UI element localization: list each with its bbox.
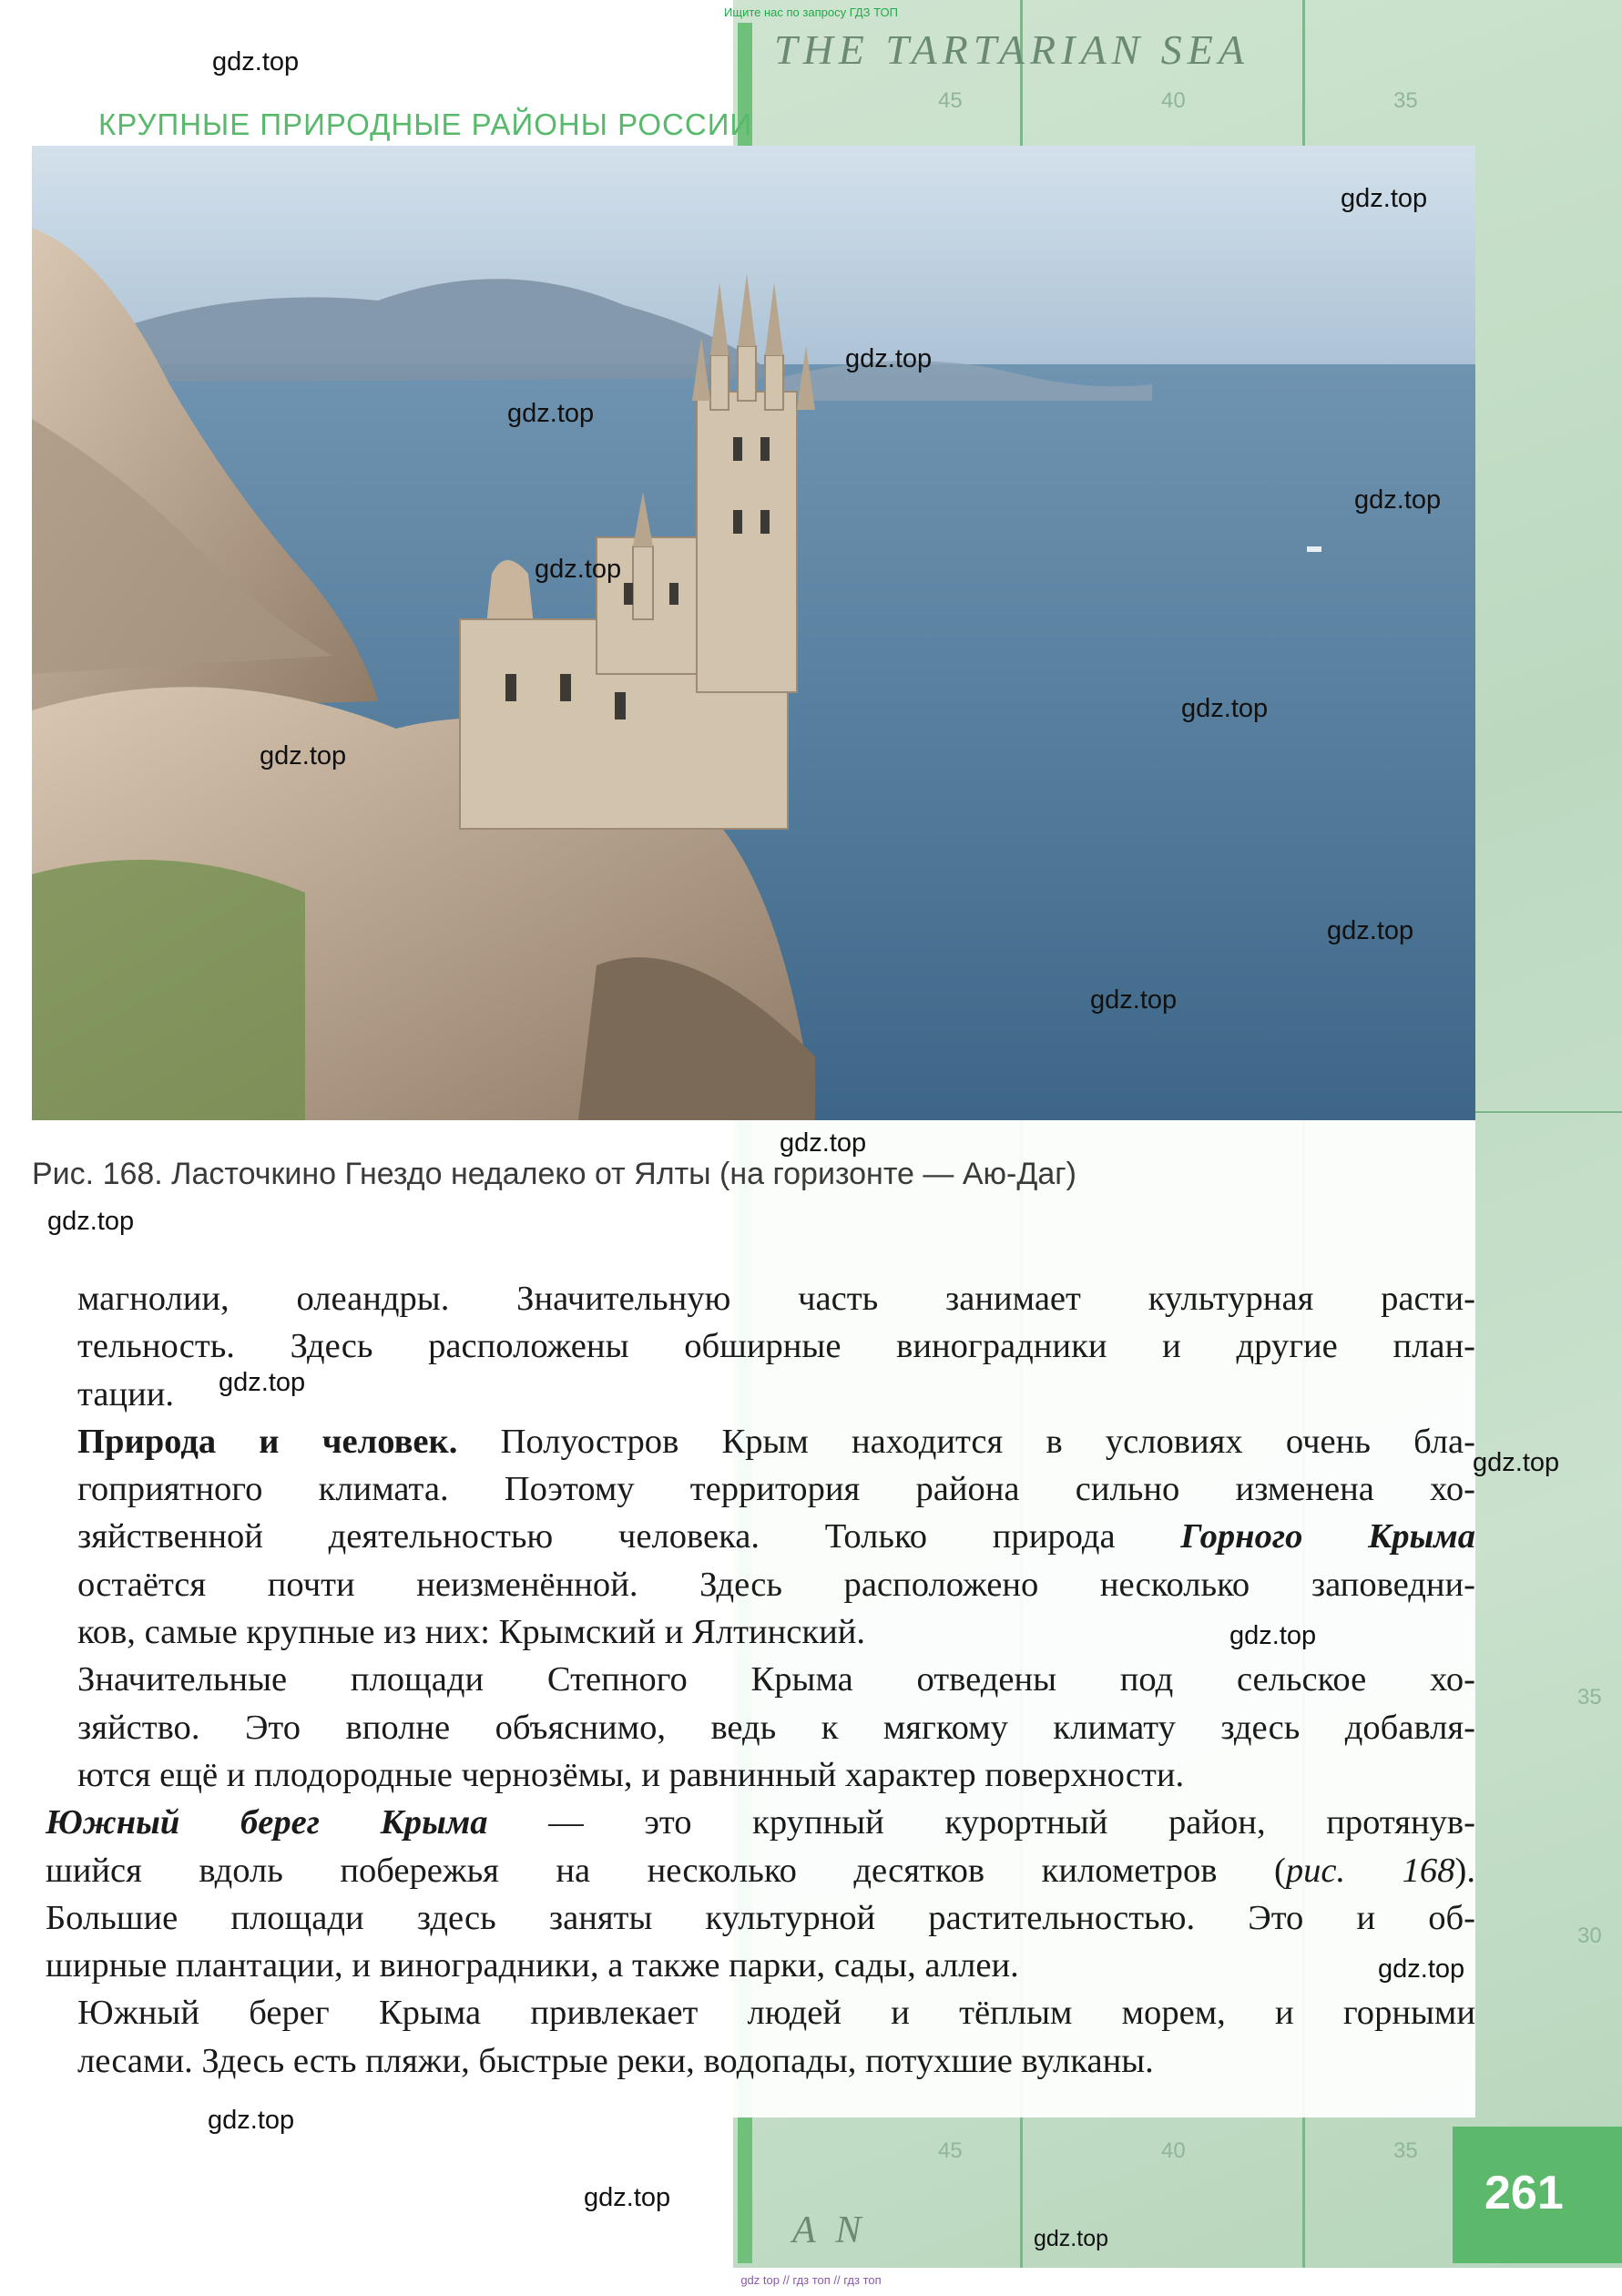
watermark: gdz.top	[208, 2106, 295, 2135]
text-run: ).	[1454, 1851, 1475, 1890]
watermark: gdz.top	[845, 344, 933, 373]
text-line: Большие площади здесь заняты культурной растительностью. Это и об-	[46, 1898, 1475, 1937]
watermark: gdz.top	[1473, 1448, 1560, 1477]
watermark: gdz.top	[1378, 1954, 1465, 1984]
text-line: Южный берег Крыма привлекает людей и тёплым морем, и горными	[77, 1994, 1475, 2033]
watermark: gdz.top	[780, 1128, 867, 1158]
paragraph	[46, 1799, 1475, 1989]
map-degree: 45	[938, 2138, 963, 2163]
map-degree: 30	[1577, 1924, 1602, 1948]
text-line: ширные плантации, и виноградники, а также парки, сады, аллеи.	[46, 1946, 1019, 1985]
text-line: ков, самые крупные из них: Крымский и Ялтинский.	[77, 1613, 866, 1652]
section-header: КРУПНЫЕ ПРИРОДНЫЕ РАЙОНЫ РОССИИ	[98, 107, 753, 141]
watermark: gdz.top	[1090, 985, 1178, 1015]
swallows-nest-illustration	[32, 146, 1475, 1120]
map-degree: 45	[938, 88, 963, 113]
term-emphasis: Южный берег Крыма	[46, 1803, 488, 1842]
text-line	[46, 1799, 1475, 1846]
watermark: gdz.top	[1229, 1621, 1317, 1650]
watermark: gdz.top	[1034, 2226, 1109, 2251]
text-run: шийся вдоль побережья на несколько десятков километров (	[46, 1851, 1286, 1890]
text-line: лесами. Здесь есть пляжи, быстрые реки, водопады, потухшие вулканы.	[77, 2041, 1154, 2080]
text-run: — это крупный курортный район, протянув-	[487, 1803, 1475, 1842]
watermark: gdz.top	[1327, 916, 1414, 945]
page-number: 261	[1484, 2167, 1564, 2219]
watermark: gdz.top	[219, 1368, 306, 1397]
watermark: gdz.top	[535, 555, 622, 584]
term-emphasis: Горного Крыма	[1180, 1517, 1476, 1556]
bottom-notice: gdz top // гдз топ // гдз топ	[740, 2273, 882, 2287]
top-notice: Ищите нас по запросу ГДЗ ТОП	[724, 5, 898, 19]
map-sea-label: THE TARTARIAN SEA	[774, 26, 1250, 73]
watermark: gdz.top	[47, 1207, 135, 1236]
map-degree: 35	[1577, 1685, 1602, 1709]
watermark: gdz.top	[1341, 184, 1428, 213]
text-line: тации.	[77, 1374, 175, 1413]
paragraph	[77, 1656, 1475, 1799]
watermark: gdz.top	[507, 399, 595, 428]
map-degree: 40	[1161, 88, 1186, 113]
watermark: gdz.top	[1354, 485, 1442, 515]
text-line: зяйство. Это вполне объяснимо, ведь к мягкому климату здесь добавля-	[77, 1708, 1475, 1747]
text-run: Полуостров Крым находится в условиях очень бла-	[457, 1422, 1475, 1461]
map-degree: 35	[1393, 88, 1418, 113]
watermark: gdz.top	[212, 47, 300, 77]
map-degree: 40	[1161, 2138, 1186, 2163]
text-line	[77, 1418, 1475, 1465]
figure-reference: рис. 168	[1285, 1851, 1455, 1890]
text-line: Значительные площади Степного Крыма отведены под сельское хо-	[77, 1660, 1475, 1699]
text-line: гоприятного климата. Поэтому территория района сильно изменена хо-	[77, 1470, 1475, 1509]
watermark: gdz.top	[260, 741, 347, 770]
figure-caption: Рис. 168. Ласточкино Гнездо недалеко от Ялты (на горизонте — Аю-Даг)	[32, 1157, 1076, 1191]
text-line	[46, 1847, 1475, 1894]
text-run: зяйственной деятельностью человека. Только природа	[77, 1517, 1181, 1556]
figure-photo	[32, 146, 1475, 1120]
text-line: остаётся почти неизменённой. Здесь расположено несколько заповедни-	[77, 1565, 1475, 1604]
map-degree: 35	[1393, 2138, 1418, 2163]
paragraph	[77, 1989, 1475, 2085]
watermark: gdz.top	[1181, 694, 1269, 723]
text-line: магнолии, олеандры. Значительную часть занимает культурная расти-	[77, 1280, 1475, 1318]
text-line: ются ещё и плодородные чернозёмы, и равнинный характер поверхности.	[77, 1755, 1185, 1794]
run-in-heading: Природа и человек.	[77, 1422, 458, 1461]
watermark: gdz.top	[584, 2183, 671, 2212]
text-line: тельность. Здесь расположены обширные виноградники и другие план-	[77, 1327, 1475, 1366]
text-line	[77, 1513, 1475, 1560]
map-bottom-label: A N	[792, 2209, 867, 2251]
